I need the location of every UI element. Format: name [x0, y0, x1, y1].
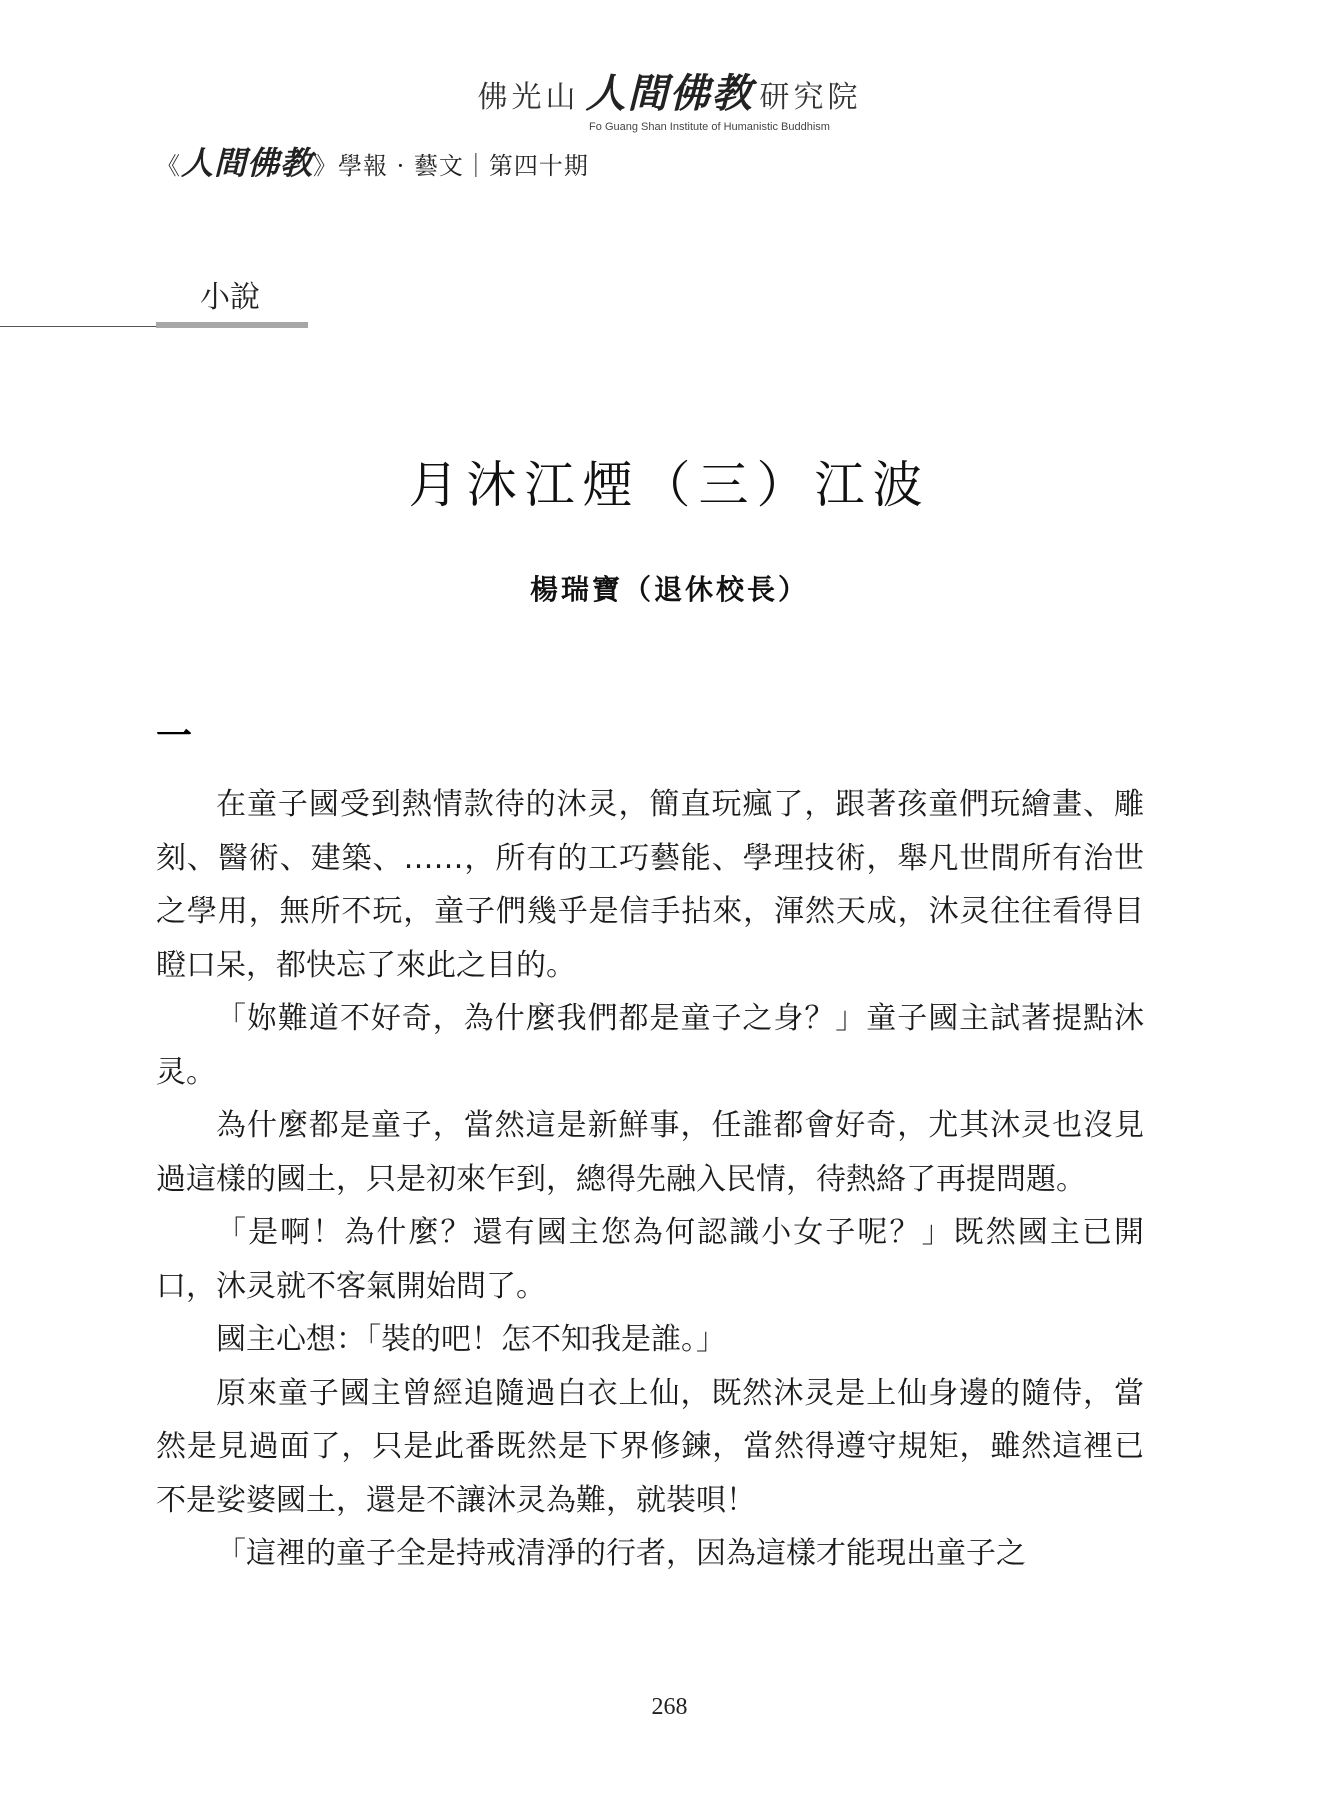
- section-label: 小說: [200, 280, 260, 315]
- article-body: [156, 778, 1144, 1581]
- journal-running-header: [156, 138, 589, 184]
- page-number: 268: [651, 1694, 688, 1720]
- chapter-number: 一: [156, 715, 193, 757]
- paragraph: 為什麼都是童子，當然這是新鮮事，任誰都會好奇，尤其沐灵也沒見過這樣的國土，只是初來乍到，總得先融入民情，待熱絡了再提問題。: [156, 1108, 1144, 1197]
- paragraph: 在童子國受到熱情款待的沐灵，簡直玩瘋了，跟著孩童們玩繪畫、雕刻、醫術、建築、……，所有的工巧藝能、學理技術，舉凡世間所有治世之學用，無所不玩，童子們幾乎是信手拈來，渾然天成，沐灵往往看得目瞪口呆，都快忘了來此之目的。: [156, 787, 1144, 983]
- journal-open-bracket: 《: [156, 152, 181, 180]
- article-title: 月沐江煙（三）江波: [408, 456, 931, 514]
- institute-english-name: Fo Guang Shan Institute of Humanistic Buddhism: [589, 121, 830, 133]
- paragraph: 「是啊！為什麼？還有國主您為何認識小女子呢？」既然國主已開口，沐灵就不客氣開始問了。: [156, 1215, 1144, 1304]
- institute-brand-logo: 人間佛教: [585, 70, 754, 117]
- institute-header: [0, 62, 1339, 133]
- section-underline-bar: [156, 322, 308, 328]
- article-author: 楊瑞寶（退休校長）: [529, 573, 809, 606]
- journal-brand-logo: 人間佛教: [181, 144, 314, 182]
- paragraph: 原來童子國主曾經追隨過白衣上仙，既然沐灵是上仙身邊的隨侍，當然是見過面了，只是此番既然是下界修鍊，當然得遵守規矩，雖然這裡已不是娑婆國土，還是不讓沐灵為難，就裝唄！: [156, 1375, 1144, 1518]
- institute-suffix: 研究院: [759, 80, 862, 115]
- institute-prefix: 佛光山: [477, 80, 580, 115]
- paragraph: 國主心想：「裝的吧！怎不知我是誰。」: [216, 1322, 726, 1357]
- paragraph: 「妳難道不好奇，為什麼我們都是童子之身？」童子國主試著提點沐灵。: [156, 1001, 1144, 1090]
- journal-issue-info: 》學報 · 藝文｜第四十期: [313, 152, 589, 180]
- institute-name: [0, 62, 1339, 119]
- paragraph: 「這裡的童子全是持戒清淨的行者，因為這樣才能現出童子之: [216, 1536, 1026, 1571]
